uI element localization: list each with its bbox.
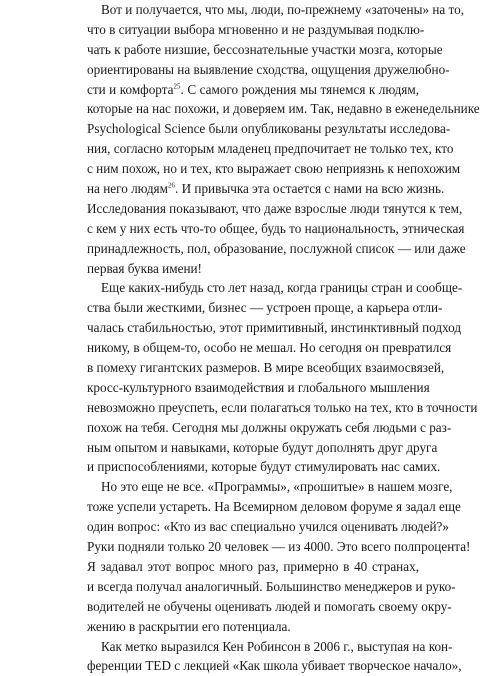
text-line: с ним похож, но и тех, кто выражает свою неприязнь к непохожим — [87, 161, 461, 177]
text-segment: . И привычка эта остается с нами на всю жизнь. — [174, 181, 445, 197]
text-line: похож на тебя. Сегодня мы должны окружать себя людьми с раз- — [87, 419, 452, 435]
text-line: и приспособлениями, которые будут стимулировать нас самих. — [87, 459, 441, 475]
text-line — [87, 179, 445, 199]
text-line: Но это еще не все. «Программы», «прошитые» в нашем мозге, — [101, 479, 453, 495]
text-line: ства были жесткими, бизнес — устроен проще, а карьера отли- — [87, 300, 443, 316]
text-line: чалась стабильностью, этот примитивный, инстинктивный подход — [87, 320, 462, 336]
text-line: кросс-культурного взаимодействия и глобального мышления — [87, 379, 430, 395]
text-line: Вот и получается, что мы, люди, по-прежнему «заточены» на то, — [101, 2, 465, 17]
footnote-ref[interactable]: 25 — [173, 82, 181, 91]
text-line: жению в раскрытии его потенциала. — [87, 618, 291, 634]
text-line: Psychological Science были опубликованы результаты исследова- — [87, 121, 451, 137]
text-line: первая буква имени! — [87, 260, 202, 276]
text-line: невозможно преуспеть, если полагаться только на тех, кто в точности — [87, 399, 478, 415]
text-line: что в ситуации выбора мгновенно и не раздумывая подклю- — [87, 21, 425, 37]
text-line: тоже успели устареть. На Всемирном деловом форуме я задал еще — [87, 499, 461, 515]
text-line: и всегда получал аналогичный. Большинство менеджеров и руко- — [87, 578, 456, 594]
text-segment: на него людям — [87, 181, 168, 197]
text-line: ориентированы на выявление сходства, ощущения дружелюбно- — [87, 61, 450, 77]
text-line: никому, в общем-то, особо не мешал. Но сегодня он превратился — [87, 340, 452, 356]
text-line: Исследования показывают, что даже взрослые люди тянутся к тем, — [87, 200, 463, 216]
text-line: водителей не обучены оценивать людей и помогать своему окру- — [87, 598, 452, 614]
text-line: Я задавал этот вопрос много раз, примерно в 40 странах, — [87, 558, 419, 574]
text-line: с кем у них есть что-то общее, будь то национальность, этническая — [87, 220, 465, 236]
text-line: Еще каких-нибудь сто лет назад, когда границы стран и сообще- — [101, 280, 463, 296]
text-line: чать к работе низшие, бессознательные участки мозга, которые — [87, 41, 443, 57]
text-line: Как метко выразился Кен Робинсон в 2006 г., выступая на кон- — [101, 638, 453, 654]
text-line: один вопрос: «Кто из вас специально учился оценивать людей?» — [87, 519, 449, 535]
text-line: Руки подняли только 20 человек — из 4000. Это всего полпроцента! — [87, 539, 471, 555]
text-segment: сти и комфорта — [87, 81, 174, 97]
footnote-ref[interactable]: 26 — [167, 181, 175, 190]
text-line: которые на нас похожи, и доверяем им. Так, недавно в еженедельнике — [87, 101, 480, 117]
text-segment: . С самого рождения мы тянемся к людям, — [180, 81, 419, 97]
body-text — [87, 0, 480, 676]
text-line: принадлежность, пол, образование, послужной список — или даже — [87, 240, 466, 256]
text-line — [87, 80, 419, 100]
text-line: ным опытом и навыками, которые будут дополнять друг друга — [87, 439, 438, 455]
text-line: в помеху гигантских размеров. В мире всеобщих взаимосвязей, — [87, 360, 445, 376]
text-line: ния, согласно которым младенец предпочитает не только тех, кто — [87, 141, 454, 157]
text-line: ференции TED с лекцией «Как школа убивает творческое начало», — [87, 658, 462, 674]
